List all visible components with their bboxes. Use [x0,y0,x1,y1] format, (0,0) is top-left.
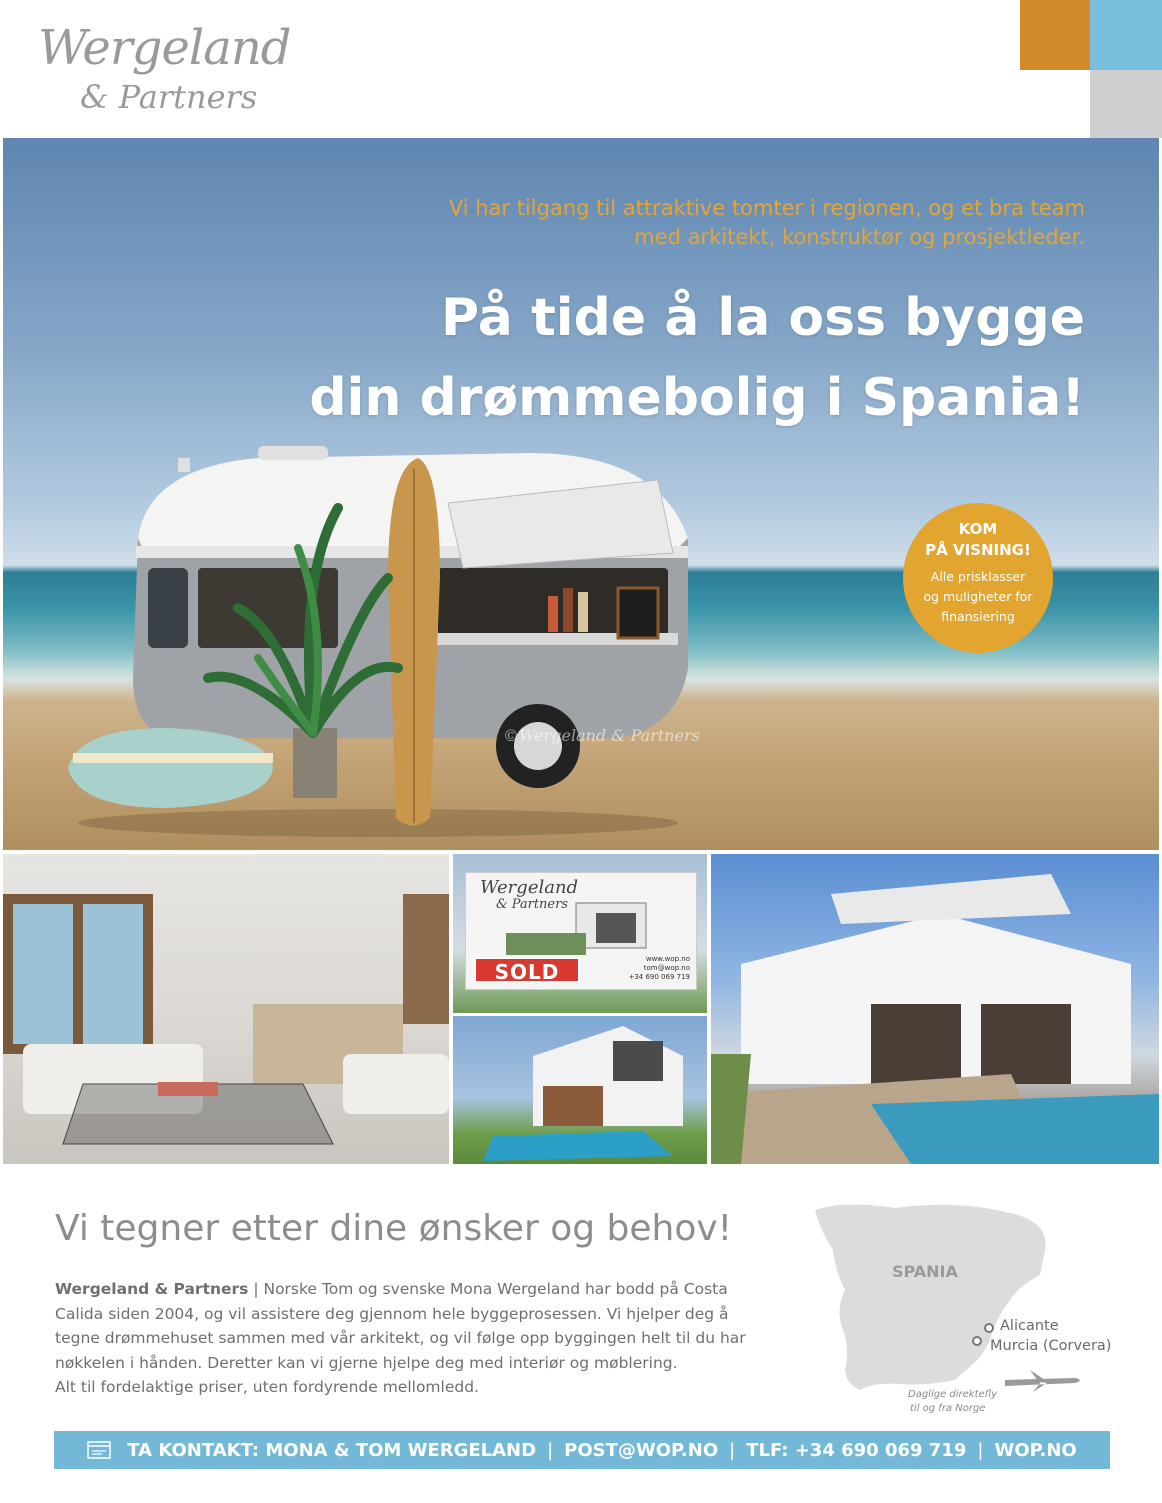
brand-logo-line1: Wergeland [38,20,291,76]
villa-terrace-illustration [711,854,1159,1164]
airplane-icon [1005,1370,1080,1392]
sign-logo-line1: Wergeland [480,877,579,898]
interior-photo [3,854,449,1164]
hero-image [3,138,1159,850]
sign-email: tom@wop.no [643,964,690,972]
decor-blue-square [1090,0,1162,70]
sign-contact [628,955,690,982]
map-flight-note [908,1388,997,1416]
villa-pool-photo [453,1016,707,1164]
villa-terrace-photo [711,854,1159,1164]
sold-label: SOLD [474,957,580,983]
contact-web-link[interactable]: WOP.NO [994,1439,1077,1461]
map-note-line1: Daglige direktefly [908,1389,998,1400]
villa-pool-illustration [453,1016,707,1164]
hero-title [185,278,1085,438]
contact-separator: | [977,1439,984,1461]
brand-logo-line2: & Partners [80,78,258,116]
contact-separator: | [547,1439,554,1461]
watermark: ©Wergeland & Partners [503,726,700,745]
map-city-murcia: Murcia (Corvera) [990,1338,1112,1354]
hero-subtitle: Vi har tilgang til attraktive tomter i regionen, og et bra team med arkitekt, konstruktør og prosjektleder. [448,196,1085,249]
brand-logo [38,20,291,120]
decor-orange-square [1020,0,1090,70]
sold-sign [465,872,697,990]
badge-text3: finansiering [941,609,1015,624]
badge-text2: og muligheter for [923,589,1033,604]
contact-label: TA KONTAKT: MONA & TOM WERGELAND [127,1439,537,1461]
company-name: Wergeland & Partners [55,1280,249,1298]
map-country-label: SPANIA [892,1262,958,1281]
hero-title-line2: din drømmebolig i Spania! [309,368,1085,428]
section-heading: Vi tegner etter dine ønsker og behov! [55,1208,733,1249]
badge-heading1: KOM [958,520,998,538]
contact-phone-link[interactable]: TLF: +34 690 069 719 [746,1439,967,1461]
sold-sign-photo [453,854,707,1013]
interior-illustration [3,854,449,1164]
map-note-line2: til og fra Norge [910,1403,986,1414]
contact-separator: | [729,1439,736,1461]
badge-heading2: PÅ VISNING! [925,541,1031,559]
contact-card-icon [87,1441,111,1459]
sign-house-illustration [466,893,696,963]
sign-phone: +34 690 069 719 [628,973,690,981]
sign-logo-line2: & Partners [496,897,569,912]
section-body-text: | Norske Tom og svenske Mona Wergeland har bodd på Costa Calida siden 2004, og vil assistere deg gjennom hele byggeprosessen. Vi hjelper deg å tegne drømmehuset sammen med vår arkitekt, og vil følge opp byggingen helt til du har nøkkelen i hånden. Deretter kan vi gjerne hjelpe deg med interiør og møblering. [55,1280,746,1372]
caravan-illustration [58,428,738,838]
hero-title-line1: På tide å la oss bygge [441,288,1085,348]
section-body [55,1277,775,1400]
contact-email-link[interactable]: POST@WOP.NO [564,1439,719,1461]
visit-badge [903,503,1053,653]
badge-text1: Alle prisklasser [930,569,1026,584]
sign-web: www.wop.no [645,955,690,963]
spain-map [805,1190,1125,1420]
decor-grey-square [1090,70,1162,138]
section-body-last: Alt til fordelaktige priser, uten fordyrende mellomledd. [55,1378,479,1396]
contact-bar [54,1431,1110,1469]
map-city-alicante: Alicante [1000,1318,1059,1334]
